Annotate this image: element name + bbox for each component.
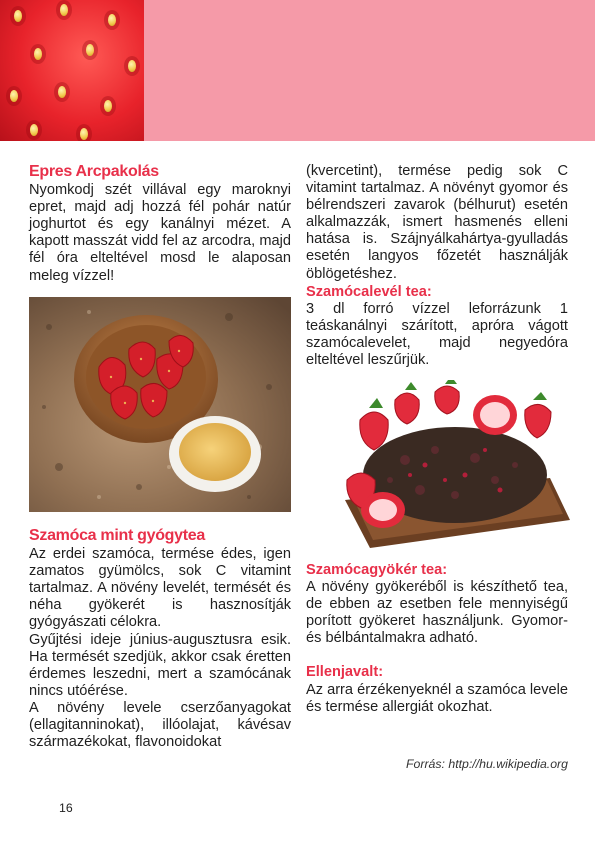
- page-number: 16: [59, 801, 73, 815]
- source-citation: Forrás: http://hu.wikipedia.org: [406, 757, 568, 771]
- medicinal-tea-text-1: Az erdei szamóca, termése édes, igen zamatos gyümölcs, sok C vitamint tartalmaz. A növény levelét, termését és néha gyökerét is hasznosítják gyógyászati célokra.: [29, 546, 291, 631]
- section-title-contraindication: Ellenjavalt:: [306, 664, 384, 681]
- section-title-leaf-tea: Szamócalevél tea:: [306, 283, 432, 300]
- root-tea-text: A növény gyökeréből is készíthető tea, de ebben az esetben fele mennyiségű porított gyökeret használjunk. Gyomor- és bélbántalmakra adható.: [306, 579, 568, 647]
- right-column: [306, 163, 568, 369]
- strawberry-bowl-illustration: [29, 297, 291, 512]
- section-title-face-mask: Epres Arcpakolás: [29, 163, 159, 180]
- dried-tea-illustration: [325, 380, 575, 550]
- strawberry-closeup-photo: [0, 0, 144, 141]
- leaf-tea-text: 3 dl forró vízzel leforrázunk 1 teáskanálnyi szárított, apróra vágott szamócalevelet, majd negyedóra elteltével leszűrjük.: [306, 300, 568, 369]
- medicinal-tea-text-3: A növény levele cserzőanyagokat (ellagitanninokat), illóolajat, kávésav származékokat, flavonoidokat: [29, 699, 291, 751]
- left-column: [29, 163, 291, 285]
- right-column-lower: [306, 562, 568, 716]
- section-title-medicinal-tea: Szamóca mint gyógytea: [29, 527, 205, 544]
- face-mask-text: Nyomkodj szét villával egy maroknyi epret, majd adj hozzá fél pohár natúr joghurtot és egy kanálnyi mézet. A kapott masszát vidd fel az arcodra, majd fél óra elteltével mosd le alaposan meleg vízzel!: [29, 182, 291, 284]
- tea-usage-text: (kvercetint), termése pedig sok C vitamint tartalmaz. A növényt gyomor és bélrendszeri zavarok (bélhurut) esetén alkalmazzák, ismert hasmenés elleni hatása is. Szájnyálkahártya-gyulladás esetén langyos főzetét használják öblögetéshez.: [306, 163, 568, 282]
- left-column-lower: [29, 527, 291, 751]
- strawberry-yogurt-photo: [29, 297, 291, 512]
- section-title-root-tea: Szamócagyökér tea:: [306, 562, 448, 578]
- medicinal-tea-text-2: Gyűjtési ideje június-augusztusra esik. Ha termését szedjük, akkor csak éretten érdemes leszedni, mert a szamócának nincs utóérése.: [29, 631, 291, 699]
- contraindication-text: Az arra érzékenyeknél a szamóca levele és termése allergiát okozhat.: [306, 681, 569, 715]
- dried-tea-photo: [325, 380, 575, 550]
